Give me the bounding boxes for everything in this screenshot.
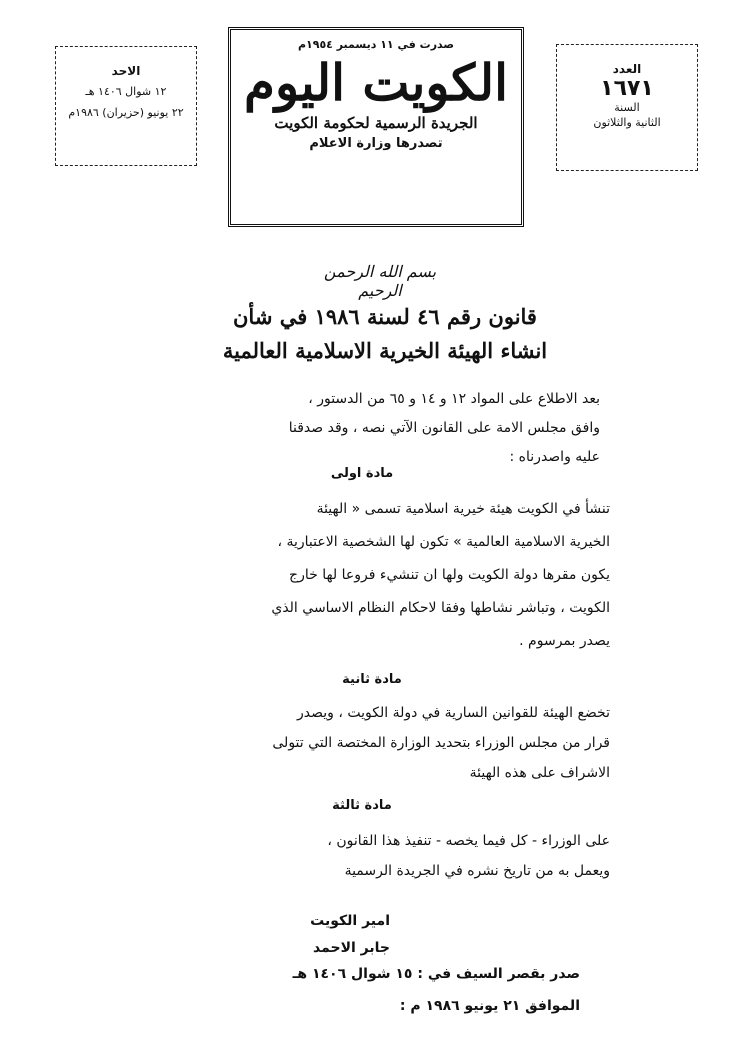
article-line: على الوزراء - كل فيما يخصه - تنفيذ هذا القانون ،	[327, 833, 610, 849]
law-title	[150, 300, 620, 368]
preamble	[160, 385, 600, 472]
article-body	[150, 698, 610, 788]
masthead	[228, 27, 524, 227]
article-line: قرار من مجلس الوزراء بتحديد الوزارة المختصة التي تتولى	[272, 735, 610, 751]
issue-label: العدد	[612, 62, 642, 76]
year-value: الثانية والثلاثون	[593, 116, 661, 130]
preamble-line: عليه واصدرناه :	[509, 449, 600, 465]
issue-number: ١٦٧١	[600, 76, 654, 102]
article-line: الاشراف على هذه الهيئة	[469, 765, 610, 781]
signature-block	[190, 908, 390, 962]
issued-since: صدرت في ١١ ديسمبر ١٩٥٤م	[297, 38, 455, 51]
article-line: تخضع الهيئة للقوانين السارية في دولة الكويت ، ويصدر	[297, 705, 610, 721]
day-label: الاحد	[111, 64, 141, 78]
hijri-date: ١٢ شوال ١٤٠٦ هـ	[85, 85, 167, 99]
issued-at	[260, 958, 580, 1022]
article-heading: مادة اولى	[330, 466, 394, 481]
article-heading: مادة ثالثة	[332, 798, 392, 813]
date-box	[55, 46, 197, 166]
preamble-line: بعد الاطلاع على المواد ١٢ و ١٤ و ٦٥ من الدستور ،	[308, 391, 600, 407]
signature-name: جابر الاحمد	[313, 940, 390, 956]
issue-box	[556, 44, 698, 171]
law-title-line: انشاء الهيئة الخيرية الاسلامية العالمية	[222, 338, 548, 363]
article-line: ويعمل به من تاريخ نشره في الجريدة الرسمية	[344, 863, 610, 879]
article-body	[150, 493, 610, 658]
law-title-line: قانون رقم ٤٦ لسنة ١٩٨٦ في شأن	[233, 304, 537, 329]
article-line: الخيرية الاسلامية العالمية » تكون لها الشخصية الاعتبارية ،	[277, 534, 610, 550]
year-label: السنة	[614, 101, 640, 115]
basmala: بسم الله الرحمن الرحيم	[323, 262, 437, 300]
newspaper-subtitle: الجريدة الرسمية لحكومة الكويت	[274, 113, 478, 132]
gregorian-date: ٢٢ يونيو (حزيران) ١٩٨٦م	[68, 106, 184, 120]
publisher-line: تصدرها وزارة الاعلام	[309, 135, 443, 151]
article-line: يصدر بمرسوم .	[519, 633, 610, 649]
article-heading: مادة ثانية	[342, 672, 402, 687]
issued-at-line: صدر بقصر السيف في : ١٥ شوال ١٤٠٦ هـ	[292, 966, 580, 982]
newspaper-title: الكويت اليوم	[244, 53, 508, 112]
article-body	[150, 826, 610, 886]
preamble-line: وافق مجلس الامة على القانون الآتي نصه ، وقد صدقنا	[288, 420, 600, 436]
signature-title: امير الكويت	[310, 913, 390, 929]
article-line: الكويت ، وتباشر نشاطها وفقا لاحكام النظام الاساسي الذي	[271, 600, 610, 616]
article-line: تنشأ في الكويت هيئة خيرية اسلامية تسمى « الهيئة	[316, 501, 610, 517]
article-line: يكون مقرها دولة الكويت ولها ان تنشيء فروعا لها خارج	[289, 567, 610, 583]
issued-at-line: الموافق ٢١ يونيو ١٩٨٦ م :	[399, 998, 580, 1014]
